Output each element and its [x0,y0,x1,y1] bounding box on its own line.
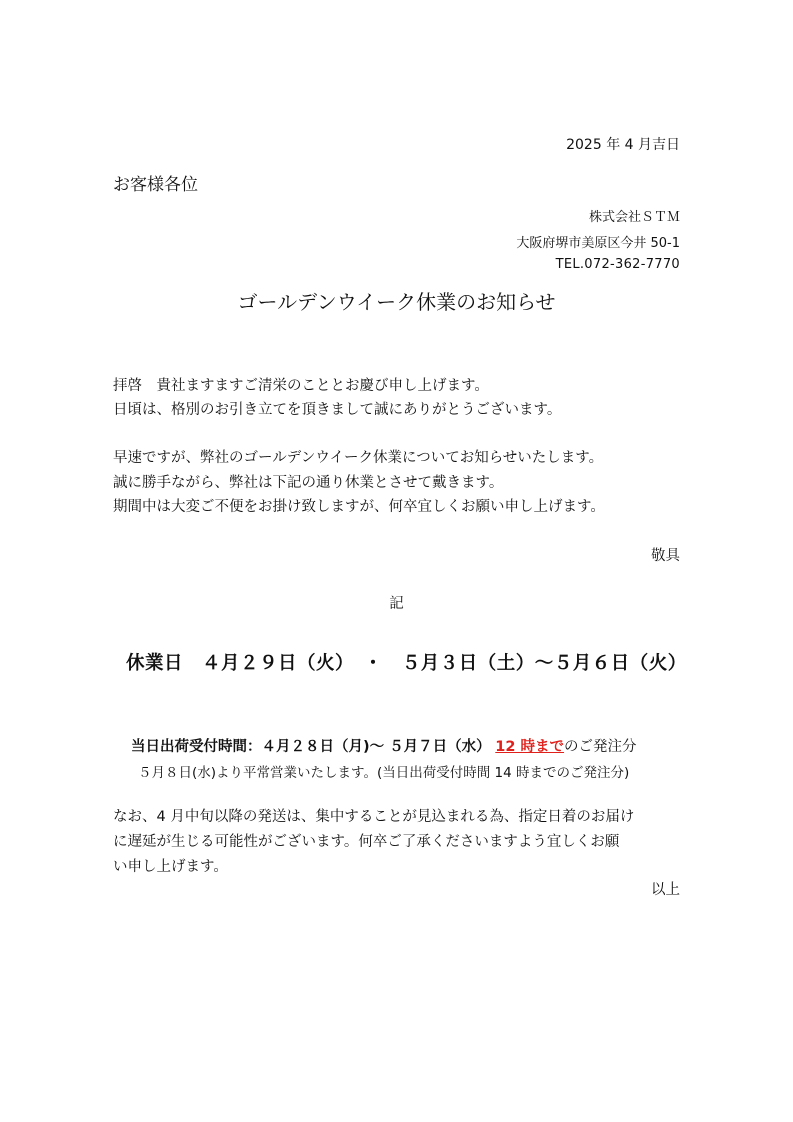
letter-date: 2025 年 4 月吉日 [566,137,680,153]
company-address: 大阪府堺市美原区今井 50-1 [516,236,680,251]
ki-heading: 記 [389,596,404,612]
notice-title: ゴールデンウイーク休業のお知らせ [237,290,556,314]
notice-line-3: い申し上げます。 [113,859,228,875]
thanks-line: 日頃は、格別のお引き立てを頂きまして誠にありがとうございます。 [113,402,562,418]
shipping-hours [131,735,637,756]
company-name: 株式会社ＳＴＭ [588,210,680,225]
notice-line-2: に遅延が生じる可能性がございます。何卒ご了承くださいますよう宜しくお願 [113,834,620,850]
closing-keigu: 敬具 [651,548,680,564]
shipping-deadline: 12 時まで [495,739,565,755]
greeting-line: 拝啓 貴社ますますご清栄のこととお慶び申し上げます。 [113,378,489,394]
apology-line: 期間中は大変ご不便をお掛け致しますが、何卒宜しくお願い申し上げます。 [113,499,605,515]
closure-line: 誠に勝手ながら、弊社は下記の通り休業とさせて戴きます。 [113,475,504,491]
notice-line-1: なお、4 月中旬以降の発送は、集中することが見込まれる為、指定日着のお届け [113,809,635,825]
recipient: お客様各位 [113,175,198,195]
closing-ijou: 以上 [651,882,680,898]
announcement-line: 早速ですが、弊社のゴールデンウイーク休業についてお知らせいたします。 [113,450,604,466]
resume-business: ５月８日(水)より平常営業いたします。(当日出荷受付時間 14 時までのご発注分) [138,765,630,781]
company-tel: TEL.072-362-7770 [555,257,680,272]
holiday-dates: 休業日 ４月２９日（火） ・ ５月３日（土）～５月６日（火） [126,653,687,674]
shipping-suffix: のご発注分 [564,739,637,755]
shipping-label: 当日出荷受付時間：４月２８日（月)～ ５月７日（水） [131,739,491,755]
